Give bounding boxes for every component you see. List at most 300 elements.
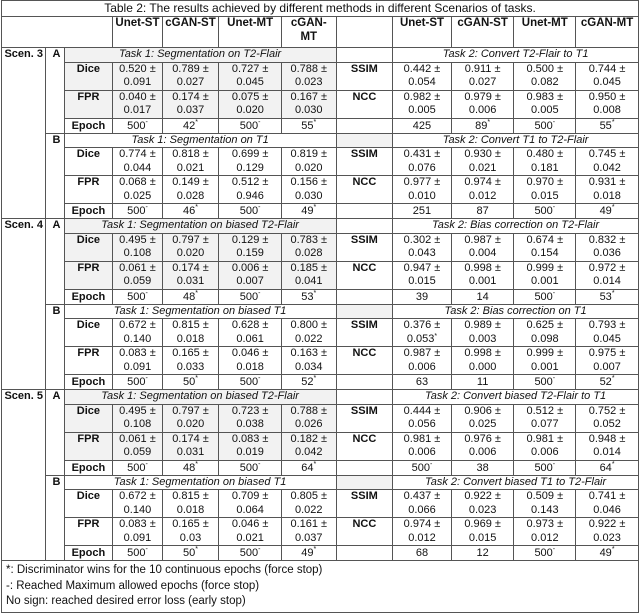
cell-ncc — [514, 518, 576, 546]
column-header: Unet-ST — [113, 17, 163, 48]
std-value: 0.036 — [593, 247, 621, 259]
cell-epoch: 49* — [576, 546, 639, 561]
cell-fpr — [219, 261, 282, 289]
column-header: Unet-ST — [393, 17, 452, 48]
mean-value: 0.302 ± — [403, 233, 441, 246]
std-value: 0.025 — [468, 418, 497, 430]
mean-value: 0.930 ± — [464, 148, 501, 160]
mean-value: 0.046 ± — [231, 347, 269, 359]
std-value: 0.031 — [176, 275, 205, 287]
mean-value: 0.783 ± — [290, 233, 328, 246]
cell-ssim — [576, 319, 639, 347]
cell-ncc — [451, 347, 514, 375]
cell-fpr — [281, 176, 336, 204]
std-value: 0.028 — [295, 247, 323, 259]
std-value: 0.031 — [176, 446, 205, 458]
column-header: cGAN-MT — [576, 17, 639, 48]
cell-fpr — [281, 347, 336, 375]
discriminator-stop-marker: * — [313, 118, 317, 126]
mean-value: 0.500 ± — [526, 62, 564, 75]
notes-row — [2, 561, 639, 613]
metric-blank — [336, 133, 393, 148]
std-value: 0.154 — [531, 247, 559, 259]
column-header: cGAN-ST — [162, 17, 219, 48]
cell-epoch: 50* — [162, 546, 219, 561]
std-value: 0.140 — [123, 503, 152, 516]
cell-ncc — [451, 261, 514, 289]
mean-value: 0.520 ± — [119, 62, 156, 75]
task2-title: Task 2: Bias correction on T1 — [393, 304, 639, 319]
mean-value: 0.789 ± — [172, 62, 209, 75]
cell-fpr — [113, 90, 163, 118]
scenario-label — [2, 219, 46, 390]
cell-ncc — [393, 261, 452, 289]
metric-row — [2, 319, 639, 347]
cell-ssim — [576, 62, 639, 90]
metric-label-ncc: NCC — [336, 261, 393, 289]
std-value: 0.021 — [176, 161, 205, 174]
epoch-row — [2, 204, 639, 219]
cell-ssim — [514, 233, 576, 261]
mean-value: 0.999 ± — [526, 261, 564, 274]
mean-value: 0.083 ± — [119, 347, 156, 359]
std-value: 0.022 — [295, 503, 323, 516]
discriminator-stop-marker: * — [487, 118, 491, 126]
mean-value: 0.495 ± — [119, 233, 156, 246]
metric-row — [2, 490, 639, 518]
cell-epoch: 49* — [281, 204, 336, 219]
metric-row — [2, 347, 639, 375]
mean-value: 0.083 ± — [231, 432, 269, 445]
std-value: 0.053* — [406, 332, 438, 345]
cell-epoch: 55* — [281, 118, 336, 133]
cell-dice — [162, 233, 219, 261]
std-value: 0.006 — [468, 446, 497, 458]
task-row — [2, 475, 639, 490]
std-value: 0.082 — [531, 76, 559, 88]
cell-fpr — [162, 432, 219, 460]
cell-ssim — [514, 319, 576, 347]
std-value: 0.181 — [531, 161, 559, 174]
mean-value: 0.979 ± — [464, 90, 501, 103]
header-blank — [2, 17, 113, 48]
max-epoch-marker: - — [145, 460, 148, 468]
max-epoch-marker: - — [552, 375, 556, 382]
std-value: 0.017 — [123, 104, 152, 116]
metric-label-ncc: NCC — [336, 518, 393, 546]
mean-value: 0.165 ± — [172, 518, 209, 530]
cell-fpr — [219, 518, 282, 546]
metric-label-epoch: Epoch — [64, 375, 113, 390]
mean-value: 0.174 ± — [172, 261, 209, 274]
cell-ncc — [393, 90, 452, 118]
cell-epoch: 52* — [281, 375, 336, 390]
mean-value: 0.165 ± — [172, 347, 209, 359]
metric-blank — [336, 204, 393, 219]
cell-dice — [219, 148, 282, 176]
mean-value: 0.832 ± — [588, 233, 626, 246]
mean-value: 0.174 ± — [172, 90, 209, 103]
mean-value: 0.774 ± — [119, 148, 156, 160]
cell-ncc — [393, 518, 452, 546]
cell-epoch: 39 — [393, 289, 452, 304]
footnote: *: Discriminator wins for the 10 continuous epochs (force stop) — [6, 564, 323, 576]
std-value: 0.014 — [593, 275, 621, 287]
mean-value: 0.931 ± — [588, 176, 626, 188]
std-value: 0.054 — [408, 76, 436, 88]
cell-epoch: 500- — [219, 289, 282, 304]
task2-title: Task 2: Convert biased T1 to T2-Flair — [393, 475, 639, 490]
std-value: 0.020 — [176, 247, 205, 259]
cell-ncc — [393, 347, 452, 375]
metric-blank — [336, 475, 393, 490]
mean-value: 0.185 ± — [290, 261, 328, 274]
cell-ssim — [393, 62, 452, 90]
epoch-row — [2, 118, 639, 133]
std-value: 0.012 — [468, 189, 497, 202]
cell-fpr — [162, 261, 219, 289]
std-value: 0.020 — [295, 161, 323, 174]
cell-fpr — [113, 347, 163, 375]
column-header: Unet-MT — [219, 17, 282, 48]
std-value: 0.001 — [531, 275, 559, 287]
cell-dice — [281, 148, 336, 176]
cell-ncc — [576, 347, 639, 375]
cell-dice — [281, 319, 336, 347]
std-value: 0.015 — [531, 189, 559, 202]
metric-label-fpr: FPR — [64, 261, 113, 289]
std-value: 0.140 — [123, 332, 152, 345]
std-value: 0.056 — [408, 418, 436, 430]
cell-ncc — [451, 432, 514, 460]
cell-dice — [113, 319, 163, 347]
mean-value: 0.788 ± — [290, 404, 328, 417]
mean-value: 0.437 ± — [403, 490, 441, 502]
std-value: 0.061 — [236, 332, 264, 345]
cell-epoch: 38 — [451, 460, 514, 475]
max-epoch-marker: - — [258, 460, 261, 468]
mean-value: 0.495 ± — [119, 404, 156, 417]
discriminator-stop-marker: * — [195, 460, 198, 468]
cell-epoch: 63 — [393, 375, 452, 390]
mean-value: 0.672 ± — [119, 319, 156, 331]
std-value: 0.007 — [593, 360, 621, 373]
mean-value: 0.075 ± — [231, 90, 269, 103]
std-value: 0.037 — [295, 531, 323, 544]
mean-value: 0.752 ± — [588, 404, 626, 417]
mean-value: 0.987 ± — [464, 233, 501, 246]
scenario-label — [2, 48, 46, 219]
mean-value: 0.674 ± — [526, 233, 564, 246]
mean-value: 0.970 ± — [526, 176, 564, 188]
scenario-label-text: Scen. 4 — [4, 219, 43, 231]
std-value: 0.006 — [408, 446, 436, 458]
metric-label-ssim: SSIM — [336, 404, 393, 432]
cell-epoch: 500- — [219, 118, 282, 133]
cell-dice — [113, 233, 163, 261]
discriminator-stop-marker: * — [611, 204, 615, 211]
std-value: 0.015 — [468, 531, 497, 544]
cell-epoch: 500- — [113, 460, 163, 475]
mean-value: 0.793 ± — [588, 319, 626, 331]
metric-blank — [336, 375, 393, 390]
std-value: 0.028 — [176, 189, 205, 202]
std-value: 0.037 — [176, 104, 205, 116]
cell-ssim — [514, 404, 576, 432]
cell-epoch: 500- — [113, 204, 163, 219]
discriminator-stop-marker: * — [611, 460, 615, 468]
metric-label-ncc: NCC — [336, 432, 393, 460]
cell-ssim — [514, 490, 576, 518]
std-value: 0.000 — [468, 360, 497, 373]
std-value: 0.046 — [593, 503, 621, 516]
cell-epoch: 50* — [162, 375, 219, 390]
cell-fpr — [219, 432, 282, 460]
cell-epoch: 64* — [281, 460, 336, 475]
cell-fpr — [162, 90, 219, 118]
mean-value: 0.976 ± — [464, 432, 501, 445]
std-value: 0.023 — [295, 76, 323, 88]
metric-label-dice: Dice — [64, 404, 113, 432]
std-value: 0.006 — [408, 360, 436, 373]
footnote: -: Reached Maximum allowed epochs (force stop) — [6, 579, 260, 592]
cell-ssim — [576, 233, 639, 261]
std-value: 0.015 — [408, 275, 436, 287]
scenario-label-text: Scen. 5 — [4, 390, 43, 402]
std-value: 0.023 — [468, 503, 497, 516]
cell-epoch: 500- — [219, 546, 282, 561]
cell-ssim — [393, 319, 452, 347]
metric-label-ncc: NCC — [336, 176, 393, 204]
cell-epoch: 53* — [576, 289, 639, 304]
std-value: 0.004 — [468, 247, 497, 259]
std-value: 0.159 — [236, 247, 264, 259]
mean-value: 0.431 ± — [403, 148, 441, 160]
cell-dice — [113, 404, 163, 432]
cell-ssim — [393, 490, 452, 518]
metric-label-epoch: Epoch — [64, 204, 113, 219]
cell-fpr — [162, 518, 219, 546]
std-value: 0.022 — [295, 332, 323, 345]
mean-value: 0.672 ± — [119, 490, 156, 502]
std-value: 0.076 — [408, 161, 436, 174]
metric-row — [2, 404, 639, 432]
cell-dice — [162, 319, 219, 347]
metric-blank — [336, 289, 393, 304]
max-epoch-marker: - — [145, 546, 148, 553]
cell-fpr — [281, 518, 336, 546]
discriminator-stop-marker: * — [434, 332, 438, 340]
mean-value: 0.709 ± — [231, 490, 269, 502]
mean-value: 0.800 ± — [290, 319, 328, 331]
subscenario-label: B — [46, 304, 64, 390]
mean-value: 0.969 ± — [464, 518, 501, 530]
cell-fpr — [281, 90, 336, 118]
mean-value: 0.906 ± — [464, 404, 501, 417]
cell-epoch: 48* — [162, 289, 219, 304]
metric-blank — [336, 390, 393, 405]
cell-fpr — [113, 518, 163, 546]
epoch-row — [2, 460, 639, 475]
task-row — [2, 390, 639, 405]
max-epoch-marker: - — [552, 546, 556, 553]
metric-label-ssim: SSIM — [336, 490, 393, 518]
mean-value: 0.982 ± — [403, 90, 441, 103]
subscenario-label: A — [46, 219, 64, 305]
mean-value: 0.167 ± — [290, 90, 328, 103]
metric-label-fpr: FPR — [64, 518, 113, 546]
cell-epoch: 500- — [219, 460, 282, 475]
task2-title: Task 2: Bias correction on T2-Flair — [393, 219, 639, 234]
cell-epoch: 500- — [514, 546, 576, 561]
cell-epoch: 53* — [281, 289, 336, 304]
discriminator-stop-marker: * — [195, 204, 198, 211]
std-value: 0.045 — [593, 332, 621, 345]
mean-value: 0.745 ± — [588, 148, 626, 160]
mean-value: 0.061 ± — [119, 261, 156, 274]
cell-ssim — [576, 490, 639, 518]
cell-epoch: 64* — [576, 460, 639, 475]
mean-value: 0.723 ± — [231, 404, 269, 417]
mean-value: 0.973 ± — [526, 518, 564, 530]
std-value: 0.019 — [236, 446, 264, 458]
metric-label-ssim: SSIM — [336, 233, 393, 261]
cell-epoch: 500- — [113, 289, 163, 304]
cell-epoch: 500- — [113, 546, 163, 561]
mean-value: 0.974 ± — [464, 176, 501, 188]
cell-epoch: 500- — [113, 118, 163, 133]
std-value: 0.091 — [123, 76, 152, 88]
cell-epoch: 500- — [514, 289, 576, 304]
mean-value: 0.974 ± — [403, 518, 441, 530]
cell-fpr — [219, 90, 282, 118]
metric-label-fpr: FPR — [64, 90, 113, 118]
cell-epoch: 251 — [393, 204, 452, 219]
std-value: 0.038 — [236, 418, 264, 430]
std-value: 0.064 — [236, 503, 264, 516]
std-value: 0.045 — [236, 76, 264, 88]
metric-label-ssim: SSIM — [336, 62, 393, 90]
metric-label-epoch: Epoch — [64, 289, 113, 304]
cell-epoch: 500- — [219, 204, 282, 219]
mean-value: 0.444 ± — [403, 404, 441, 417]
scenario-label-text: Scen. 3 — [4, 48, 43, 60]
metric-label-ncc: NCC — [336, 347, 393, 375]
std-value: 0.946 — [236, 189, 264, 202]
std-value: 0.001 — [531, 360, 559, 373]
epoch-row — [2, 289, 639, 304]
metric-row — [2, 233, 639, 261]
metric-label-ssim: SSIM — [336, 148, 393, 176]
mean-value: 0.797 ± — [172, 233, 209, 246]
cell-ncc — [393, 432, 452, 460]
max-epoch-marker: - — [552, 204, 556, 211]
cell-ssim — [514, 148, 576, 176]
mean-value: 0.987 ± — [403, 347, 441, 359]
mean-value: 0.699 ± — [231, 148, 269, 160]
std-value: 0.003 — [468, 332, 497, 345]
discriminator-stop-marker: * — [611, 118, 615, 126]
subscenario-label: B — [46, 475, 64, 561]
std-value: 0.052 — [593, 418, 621, 430]
discriminator-stop-marker: * — [313, 204, 317, 211]
cell-ncc — [576, 518, 639, 546]
max-epoch-marker: - — [258, 204, 261, 211]
std-value: 0.030 — [295, 104, 323, 116]
cell-epoch: 14 — [451, 289, 514, 304]
cell-dice — [219, 490, 282, 518]
max-epoch-marker: - — [552, 289, 556, 297]
mean-value: 0.174 ± — [172, 432, 209, 445]
std-value: 0.108 — [123, 418, 152, 430]
std-value: 0.023 — [593, 531, 621, 544]
cell-epoch: 87 — [451, 204, 514, 219]
task1-title: Task 1: Segmentation on biased T2-Flair — [64, 219, 336, 234]
mean-value: 0.788 ± — [290, 62, 328, 75]
max-epoch-marker: - — [145, 204, 148, 211]
task-row — [2, 133, 639, 148]
cell-epoch: 68 — [393, 546, 452, 561]
mean-value: 0.977 ± — [403, 176, 441, 188]
subscenario-label: B — [46, 133, 64, 219]
mean-value: 0.161 ± — [290, 518, 328, 530]
max-epoch-marker: - — [258, 375, 261, 382]
cell-fpr — [281, 432, 336, 460]
max-epoch-marker: - — [429, 460, 433, 468]
cell-ssim — [451, 319, 514, 347]
column-header: cGAN-MT — [281, 17, 336, 48]
std-value: 0.020 — [236, 104, 264, 116]
cell-ncc — [514, 432, 576, 460]
cell-epoch: 12 — [451, 546, 514, 561]
std-value: 0.012 — [408, 531, 436, 544]
mean-value: 0.972 ± — [588, 261, 626, 274]
std-value: 0.077 — [531, 418, 559, 430]
metric-blank — [336, 48, 393, 63]
max-epoch-marker: - — [145, 289, 148, 297]
discriminator-stop-marker: * — [313, 289, 317, 297]
task1-title: Task 1: Segmentation on T1 — [64, 133, 336, 148]
mean-value: 0.948 ± — [588, 432, 626, 445]
cell-ssim — [393, 233, 452, 261]
table-caption: Table 2: The results achieved by different methods in different Scenarios of tasks. — [2, 1, 639, 17]
cell-epoch: 11 — [451, 375, 514, 390]
mean-value: 0.040 ± — [119, 90, 156, 103]
cell-epoch: 500- — [514, 204, 576, 219]
max-epoch-marker: - — [552, 460, 556, 468]
cell-epoch: 42* — [162, 118, 219, 133]
discriminator-stop-marker: * — [195, 289, 198, 297]
mean-value: 0.950 ± — [588, 90, 626, 103]
cell-fpr — [162, 176, 219, 204]
cell-ncc — [576, 432, 639, 460]
cell-epoch: 55* — [576, 118, 639, 133]
discriminator-stop-marker: * — [611, 546, 615, 553]
cell-epoch: 425 — [393, 118, 452, 133]
cell-ssim — [451, 490, 514, 518]
metric-blank — [336, 546, 393, 561]
metric-row — [2, 176, 639, 204]
mean-value: 0.818 ± — [172, 148, 209, 160]
max-epoch-marker: - — [258, 118, 261, 126]
epoch-row — [2, 546, 639, 561]
cell-dice — [281, 490, 336, 518]
std-value: 0.033 — [176, 360, 205, 373]
mean-value: 0.480 ± — [526, 148, 564, 160]
metric-row — [2, 518, 639, 546]
subscenario-label: A — [46, 48, 64, 134]
mean-value: 0.998 ± — [464, 261, 501, 274]
